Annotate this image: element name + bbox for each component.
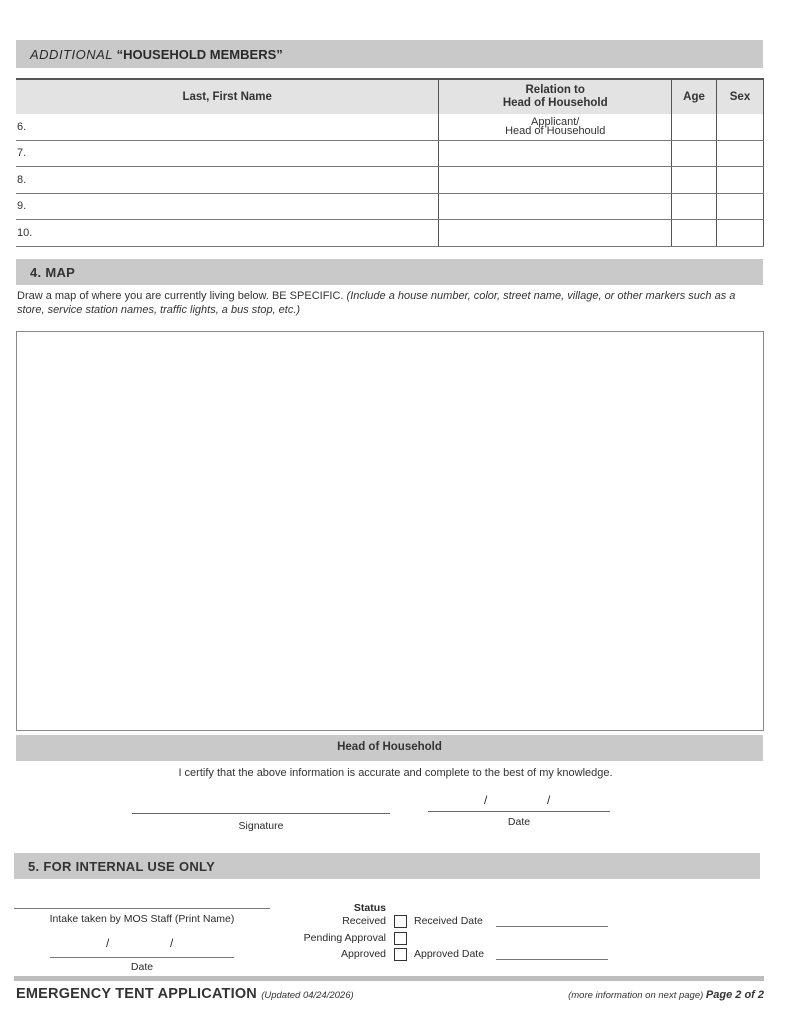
footer-divider: [14, 976, 764, 981]
map-drawing-area[interactable]: [16, 331, 764, 731]
column-header-relation: [439, 79, 672, 114]
column-header-sex: Sex: [717, 79, 764, 114]
row-number: 8.: [17, 173, 27, 186]
table-row: [16, 220, 764, 247]
signature-field[interactable]: [132, 813, 390, 814]
name-cell[interactable]: [16, 193, 439, 220]
form-updated-date: (Updated 04/24/2026): [261, 990, 354, 1001]
row-number: 7.: [17, 147, 27, 160]
age-cell[interactable]: [672, 220, 717, 247]
map-section-header: [16, 259, 763, 285]
sex-cell[interactable]: [717, 220, 764, 247]
staff-name-label: Intake taken by MOS Staff (Print Name): [49, 913, 235, 925]
name-cell[interactable]: [16, 220, 439, 247]
internal-use-header: [14, 853, 760, 879]
household-members-table: [16, 78, 764, 247]
sex-cell[interactable]: [717, 140, 764, 167]
age-cell[interactable]: [672, 114, 717, 140]
certification-statement: I certify that the above information is accurate and complete to the best of my knowledge.: [178, 767, 613, 779]
column-header-age: Age: [672, 79, 717, 114]
relation-line2: Head of Househould: [505, 124, 606, 137]
relation-header-line1: Relation to: [525, 84, 585, 96]
signature-date-field[interactable]: [428, 811, 610, 812]
age-cell[interactable]: [672, 140, 717, 167]
status-approved-label: Approved: [341, 948, 386, 960]
more-info-note: (more information on next page): [568, 990, 704, 1001]
staff-name-field[interactable]: [14, 908, 270, 909]
status-heading: Status: [353, 902, 386, 914]
map-instruction-text: Draw a map of where you are currently living below. BE SPECIFIC.: [17, 290, 347, 302]
intake-date-field[interactable]: [50, 957, 234, 958]
household-title-main: “HOUSEHOLD MEMBERS”: [116, 47, 283, 62]
status-pending-checkbox[interactable]: [394, 932, 407, 945]
table-row: [16, 114, 764, 140]
relation-cell[interactable]: [439, 167, 672, 194]
household-section-title: [30, 47, 283, 62]
age-cell[interactable]: [672, 167, 717, 194]
head-of-household-title: Head of Household: [337, 741, 442, 753]
received-date-label: Received Date: [414, 915, 483, 927]
sex-cell[interactable]: [717, 167, 764, 194]
household-section-header: [16, 40, 763, 68]
intake-date-label: Date: [130, 961, 154, 973]
relation-header-line2: Head of Household: [502, 97, 608, 109]
date-slash: /: [547, 793, 551, 807]
internal-use-title: 5. FOR INTERNAL USE ONLY: [28, 859, 216, 874]
approved-date-label: Approved Date: [414, 948, 485, 960]
page-number: Page 2 of 2: [705, 989, 764, 1001]
status-pending-label: Pending Approval: [303, 932, 386, 944]
head-of-household-header: [16, 735, 763, 761]
approved-date-field[interactable]: [496, 959, 608, 960]
table-header-row: [16, 79, 764, 114]
household-title-prefix: ADDITIONAL: [30, 47, 114, 62]
name-cell[interactable]: [16, 140, 439, 167]
relation-cell[interactable]: [439, 193, 672, 220]
table-row: [16, 193, 764, 220]
table-row: [16, 167, 764, 194]
signature-label: Signature: [238, 820, 284, 832]
relation-cell[interactable]: [439, 220, 672, 247]
footer-title: [16, 986, 354, 1002]
received-date-field[interactable]: [496, 926, 608, 927]
name-cell[interactable]: [16, 114, 439, 140]
relation-line1: Applicant/: [531, 115, 580, 128]
map-section-title: 4. MAP: [30, 265, 76, 280]
column-header-name: Last, First Name: [16, 79, 439, 114]
status-received-label: Received: [342, 915, 386, 927]
table-row: [16, 140, 764, 167]
signature-date-label: Date: [507, 816, 531, 828]
status-approved-checkbox[interactable]: [394, 948, 407, 961]
row-number: 9.: [17, 200, 27, 213]
age-cell[interactable]: [672, 193, 717, 220]
map-instruction-examples: (Include a house number, color, street name, village, or other markers such as a store, service station names, traffic lights, a bus stop, etc.): [17, 290, 736, 316]
row-number: 6.: [17, 120, 27, 133]
map-instructions: [17, 289, 757, 317]
date-slash: /: [484, 793, 488, 807]
name-cell[interactable]: [16, 167, 439, 194]
sex-cell[interactable]: [717, 114, 764, 140]
form-name: EMERGENCY TENT APPLICATION: [16, 986, 257, 1002]
relation-cell[interactable]: [439, 114, 672, 140]
date-slash: /: [106, 936, 110, 950]
relation-cell[interactable]: [439, 140, 672, 167]
row-number: 10.: [17, 226, 33, 239]
footer-page-info: [568, 989, 764, 1001]
status-received-checkbox[interactable]: [394, 915, 407, 928]
sex-cell[interactable]: [717, 193, 764, 220]
date-slash: /: [170, 936, 174, 950]
